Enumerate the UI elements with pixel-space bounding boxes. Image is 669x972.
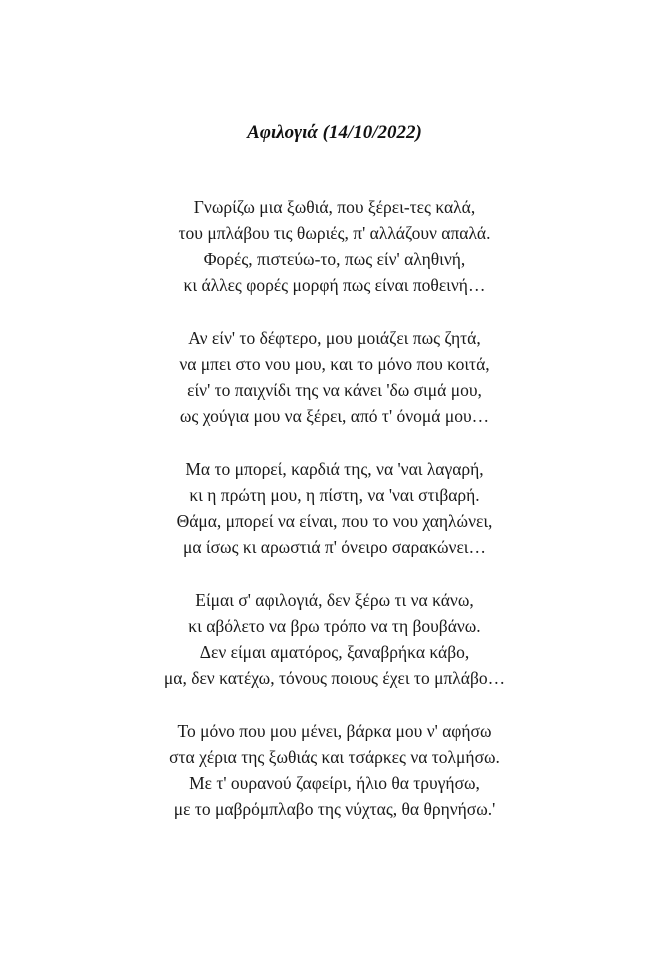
poem-line: κι αβόλετο να βρω τρόπο να τη βουβάνω.	[188, 616, 481, 636]
poem-line: ως χούγια μου να ξέρει, από τ' όνομά μου…	[179, 406, 490, 426]
poem-line: να μπει στο νου μου, και το μόνο που κοιτά,	[179, 354, 490, 374]
poem-line: είν' το παιχνίδι της να κάνει 'δω σιμά μου,	[187, 380, 482, 400]
poem-line: Αν είν' το δέφτερο, μου μοιάζει πως ζητά,	[188, 328, 481, 348]
poem-line: μα, δεν κατέχω, τόνους ποιους έχει το μπλάβο…	[163, 668, 506, 688]
poem-line: στα χέρια της ξωθιάς και τσάρκες να τολμήσω.	[169, 747, 500, 767]
poem-body	[0, 194, 669, 849]
poem-line: κι άλλες φορές μορφή πως είναι ποθεινή…	[183, 275, 486, 295]
stanza-5	[0, 718, 669, 822]
stanza-1	[0, 194, 669, 298]
stanza-3	[0, 456, 669, 560]
poem-line: Δεν είμαι αματόρος, ξαναβρήκα κάβο,	[199, 642, 470, 662]
poem-title: Αφιλογιά (14/10/2022)	[247, 122, 422, 143]
poem-line: του μπλάβου τις θωριές, π' αλλάζουν απαλά.	[178, 223, 491, 243]
poem-line: Με τ' ουρανού ζαφείρι, ήλιο θα τρυγήσω,	[189, 773, 480, 793]
stanza-4	[0, 587, 669, 691]
poem-line: Γνωρίζω μια ξωθιά, που ξέρει-τες καλά,	[193, 197, 476, 217]
poem-line: με το μαβρόμπλαβο της νύχτας, θα θρηνήσω.'	[173, 799, 496, 819]
poem-line: Μα το μπορεί, καρδιά της, να 'ναι λαγαρή,	[185, 459, 484, 479]
stanza-2	[0, 325, 669, 429]
poem-line: κι η πρώτη μου, η πίστη, να 'ναι στιβαρή.	[189, 485, 480, 505]
poem-line: Το μόνο που μου μένει, βάρκα μου ν' αφήσω	[177, 721, 492, 741]
poem-line: Φορές, πιστεύω-το, πως είν' αληθινή,	[203, 249, 466, 269]
poem-line: Θάμα, μπορεί να είναι, που το νου χαηλώνει,	[176, 511, 493, 531]
poem-line: μα ίσως κι αρωστιά π' όνειρο σαρακώνει…	[182, 537, 487, 557]
poem-line: Είμαι σ' αφιλογιά, δεν ξέρω τι να κάνω,	[195, 590, 474, 610]
